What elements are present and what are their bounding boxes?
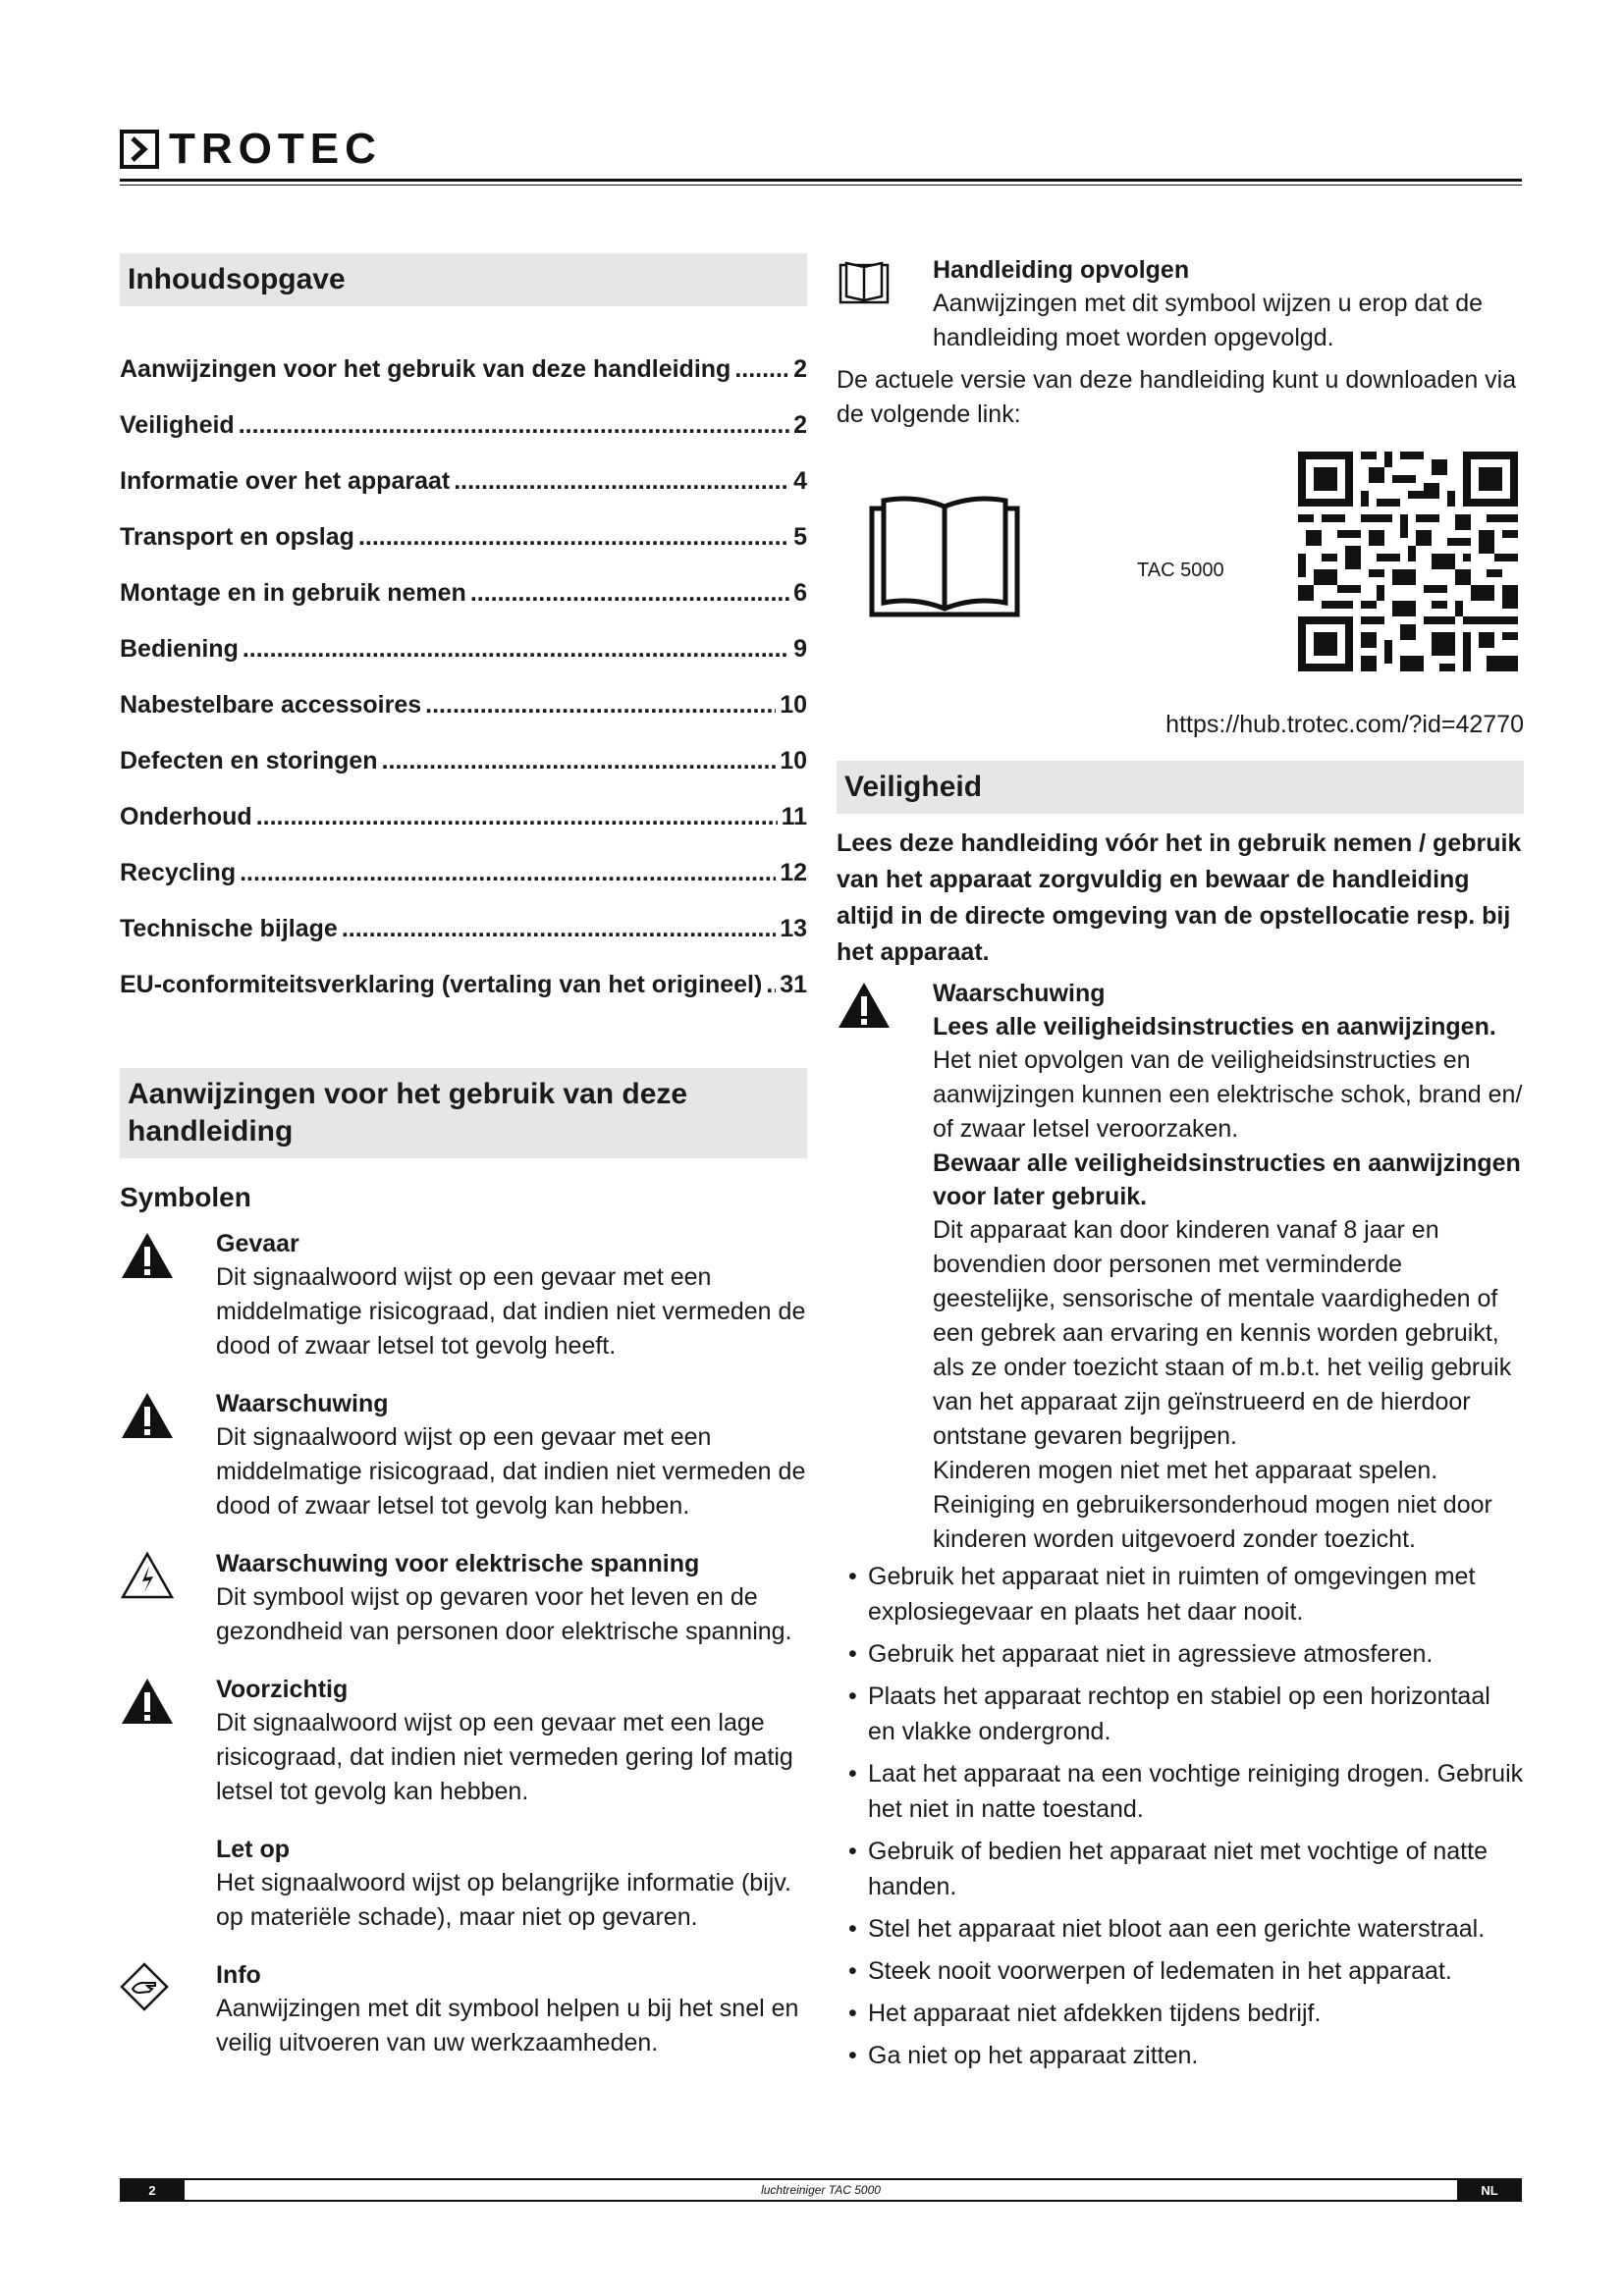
brand-name: TROTEC (169, 125, 382, 173)
toc-entry[interactable]: Defecten en storingen ..... 10 (120, 720, 807, 775)
electric-hazard-icon (120, 1547, 216, 1649)
toc-entry[interactable]: Informatie over het apparaat ..... 4 (120, 440, 807, 496)
info-hand-icon (120, 1958, 216, 2060)
page-number: 2 (120, 2180, 185, 2200)
left-column (120, 253, 807, 2084)
language-code: NL (1457, 2180, 1522, 2200)
manual-book-icon (837, 253, 933, 355)
symbol-warning: Waarschuwing Dit signaalwoord wijst op een gevaar met een middelmatige risicograad, dat indien niet vermeden de dood of zwaar letsel tot gevolg kan hebben. (120, 1387, 807, 1523)
toc-entry[interactable]: Transport en opslag ..... 5 (120, 496, 807, 552)
symbol-info: Info Aanwijzingen met dit symbool helpen u bij het snel en veilig uitvoeren van uw werkzaamheden. (120, 1958, 807, 2060)
warning-triangle-icon (120, 1673, 216, 1809)
toc-entry[interactable]: Technische bijlage ..... 13 (120, 887, 807, 943)
model-label: TAC 5000 (1137, 560, 1224, 581)
list-item: • Het apparaat niet afdekken tijdens bedrijf. (837, 1996, 1524, 2031)
list-item: • Gebruik of bedien het apparaat niet met vochtige of natte handen. (837, 1834, 1524, 1904)
manual-url[interactable]: https://hub.trotec.com/?id=42770 (1165, 711, 1524, 738)
safety-bullets (837, 1559, 1524, 2073)
toc-entry[interactable]: Recycling ..... 12 (120, 831, 807, 887)
safety-intro: Lees deze handleiding vóór het in gebruik nemen / gebruik van het apparaat zorgvuldig en bewaar de handleiding altijd in de directe omgeving van de opstellocatie resp. bij het apparaat. (837, 829, 1522, 966)
instructions-heading: Aanwijzingen voor het gebruik van deze handleiding (120, 1068, 807, 1158)
page-footer (120, 2178, 1522, 2202)
list-item: • Gebruik het apparaat niet in ruimten of omgevingen met explosiegevaar en plaats het daar nooit. (837, 1559, 1524, 1629)
list-item: • Laat het apparaat na een vochtige reiniging drogen. Gebruik het niet in natte toestand. (837, 1756, 1524, 1827)
toc-entry[interactable]: Montage en in gebruik nemen ..... 6 (120, 552, 807, 608)
download-text: De actuele versie van deze handleiding kunt u downloaden via de volgende link: (837, 366, 1517, 428)
toc-entry[interactable]: EU-conformiteitsverklaring (vertaling van het origineel) ..... 31 (120, 943, 807, 999)
footer-product: luchtreiniger TAC 5000 (761, 2183, 881, 2197)
manual-book-large-icon (866, 491, 1023, 623)
trotec-logo-icon (120, 130, 159, 169)
list-item: • Gebruik het apparaat niet in agressieve atmosferen. (837, 1636, 1524, 1672)
right-column (837, 253, 1524, 2080)
toc-entry[interactable]: Onderhoud ..... 11 (120, 775, 807, 831)
safety-warning: Waarschuwing Lees alle veiligheidsinstructies en aanwijzingen. Het niet opvolgen van de veiligheidsinstructies en aanwijzingen kunnen een elektrische schok, brand en/ of zwaar letsel veroorzaken. Bewaar alle veiligheidsinstructies en aanwijzingen voor later gebruik. Dit apparaat kan door kinderen vanaf 8 jaar en bovendien door personen met verminderde geestelijke, sensorische of mentale vaardigheden of een gebrek aan ervaring en kennis worden gebruikt, als ze onder toezicht staan of m.b.t. het veilig gebruik van het apparaat zijn geïnstrueerd en de hierdoor ontstane gevaren begrijpen. Kinderen mogen niet met het apparaat spelen. Reiniging en gebruikersonderhoud mogen niet door kinderen worden uitgevoerd zonder toezicht. (837, 977, 1524, 1557)
symbol-notice: Let op Het signaalwoord wijst op belangrijke informatie (bijv. op materiële schade), maar niet op gevaren. (216, 1836, 791, 1931)
toc-entry[interactable]: Veiligheid ..... 2 (120, 384, 807, 440)
symbol-electric: Waarschuwing voor elektrische spanning Dit symbool wijst op gevaren voor het leven en de gezondheid van personen door elektrische spanning. (120, 1547, 807, 1649)
symbol-manual: Handleiding opvolgen Aanwijzingen met dit symbool wijzen u erop dat de handleiding moet worden opgevolgd. (837, 253, 1524, 355)
warning-triangle-icon (837, 977, 933, 1557)
warning-triangle-icon (120, 1227, 216, 1363)
header-rule (120, 179, 1522, 182)
symbols-heading: Symbolen (120, 1182, 251, 1212)
warning-triangle-icon (120, 1387, 216, 1523)
brand-logo (120, 126, 382, 173)
toc-entry[interactable]: Nabestelbare accessoires ..... 10 (120, 664, 807, 720)
header-rule-thin (120, 185, 1522, 186)
safety-heading: Veiligheid (837, 761, 1524, 814)
download-block (837, 442, 1524, 707)
list-item: • Ga niet op het apparaat zitten. (837, 2038, 1524, 2073)
list-item: • Stel het apparaat niet bloot aan een gerichte waterstraal. (837, 1911, 1524, 1947)
symbol-caution: Voorzichtig Dit signaalwoord wijst op een gevaar met een lage risicograad, dat indien niet vermeden gering lof matig letsel tot gevolg kan hebben. (120, 1673, 807, 1809)
toc-entry[interactable]: Aanwijzingen voor het gebruik van deze handleiding ..... 2 (120, 328, 807, 384)
table-of-contents (120, 328, 807, 999)
toc-entry[interactable]: Bediening ..... 9 (120, 608, 807, 664)
list-item: • Plaats het apparaat rechtop en stabiel op een horizontaal en vlakke ondergrond. (837, 1679, 1524, 1749)
toc-heading: Inhoudsopgave (120, 253, 807, 306)
list-item: • Steek nooit voorwerpen of ledematen in het apparaat. (837, 1953, 1524, 1989)
qr-code-icon[interactable] (1298, 452, 1518, 676)
symbol-danger: Gevaar Dit signaalwoord wijst op een gevaar met een middelmatige risicograad, dat indien niet vermeden de dood of zwaar letsel tot gevolg heeft. (120, 1227, 807, 1363)
